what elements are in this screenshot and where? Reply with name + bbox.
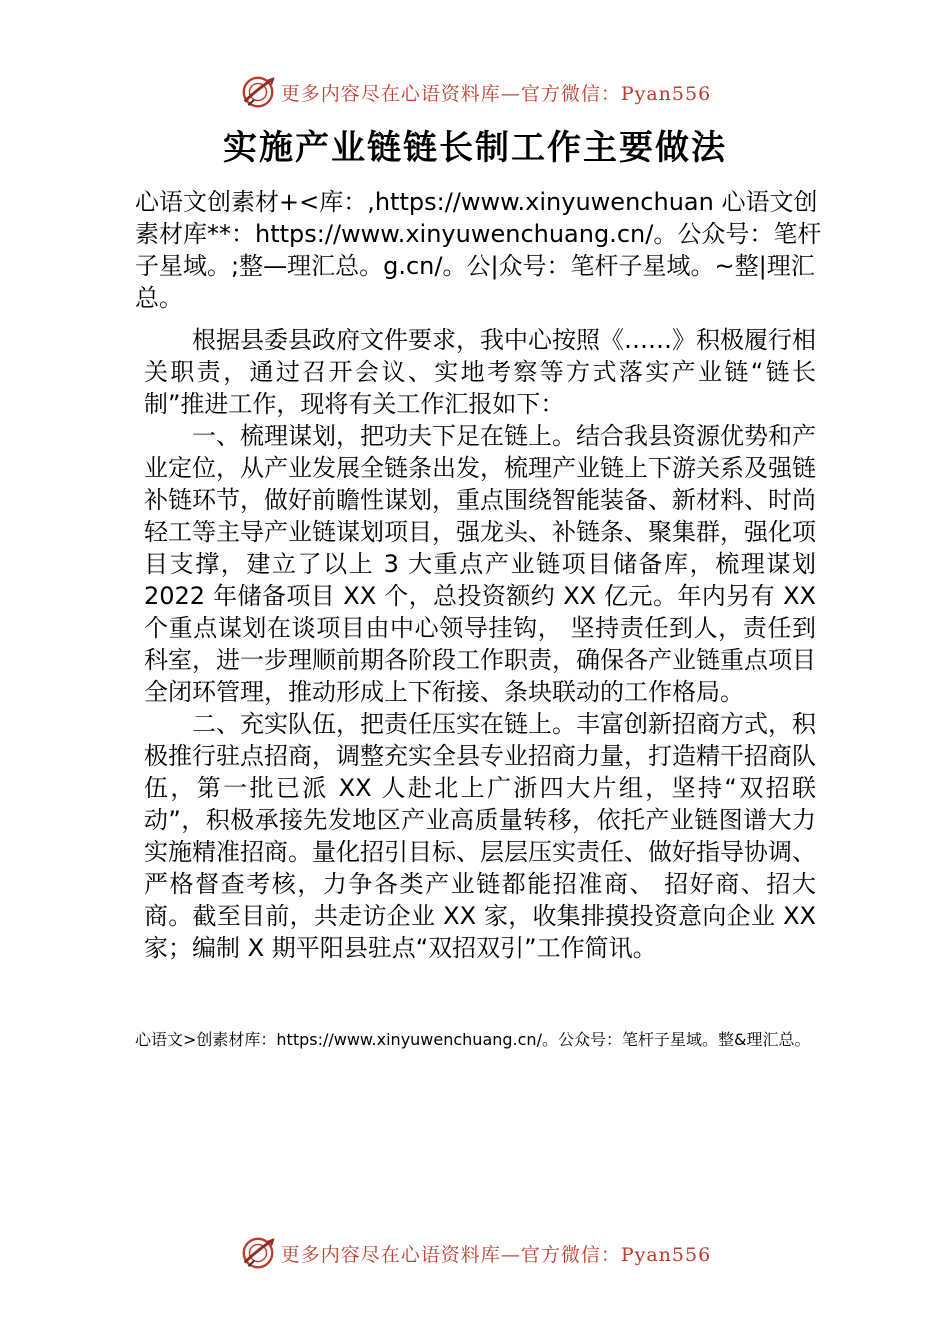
banner-site-text: 更多内容尽在心语资料库 [280,82,501,105]
banner-site-text: 更多内容尽在心语资料库 [280,1243,501,1266]
banner-text [281,1240,711,1267]
banner-dash: — [500,1243,521,1266]
footer-watermark-note: 心语文>创素材库：https://www.xinyuwenchuang.cn/。公众号：笔杆子星域。整&理汇总。 [135,1030,811,1049]
banner-wechat-label: 官方微信： [520,1243,621,1266]
top-watermark-banner [0,72,950,112]
paragraph-section-one: 一、梳理谋划，把功夫下足在链上。结合我县资源优势和产业定位，从产业发展全链条出发，梳理产业链上下游关系及强链补链环节，做好前瞻性谋划，重点围绕智能装备、新材料、时尚轻工等主导产业链谋划项目，强龙头、补链条、聚集群，强化项目支撑，建立了以上 3 大重点产业链项目储备库，梳理谋划 2022 年储备项目 XX 个，总投资额约 XX 亿元。年内另有 XX 个重点谋划在谈项目由中心领导挂钩， 坚持责任到人，责任到科室，进一步理顺前期各阶段工作职责，确保各产业链重点项目全闭环管理，推动形成上下衔接、条块联动的工作格局。 [144,422,816,706]
bottom-watermark-banner [0,1233,950,1273]
banner-wechat-id: Pyan556 [620,1243,712,1266]
document-body [144,324,816,964]
banner-wechat-label: 官方微信： [520,82,621,105]
banner-wechat-id: Pyan556 [620,82,712,105]
document-title: 实施产业链链长制工作主要做法 [223,128,727,168]
brand-logo-icon [239,73,277,111]
paragraph-section-two: 二、充实队伍，把责任压实在链上。丰富创新招商方式，积极推行驻点招商，调整充实全县专业招商力量，打造精干招商队伍，第一批已派 XX 人赴北上广浙四大片组，坚持“双招联动”，积极承接先发地区产业高质量转移，依托产业链图谱大力实施精准招商。量化招引目标、层层压实责任、做好指导协调、严格督查考核，力争各类产业链都能招准商、 招好商、招大商。截至目前，共走访企业 XX 家，收集排摸投资意向企业 XX 家；编制 X 期平阳县驻点“双招双引”工作简讯。 [144,710,816,962]
brand-logo-icon [239,1234,277,1272]
banner-text [281,79,711,106]
paragraph-opening: 根据县委县政府文件要求，我中心按照《……》积极履行相关职责，通过召开会议、实地考察等方式落实产业链“链长制”推进工作，现将有关工作汇报如下： [144,326,816,418]
banner-dash: — [500,82,521,105]
intro-watermark-text: 心语文创素材+<库：,https://www.xinyuwenchuan 心语文创素材库**：https://www.xinyuwenchuang.cn/。公众号：笔杆子星域。;整—理汇总。g.cn/。公|众号：笔杆子星域。~整|理汇总。 [135,188,822,312]
